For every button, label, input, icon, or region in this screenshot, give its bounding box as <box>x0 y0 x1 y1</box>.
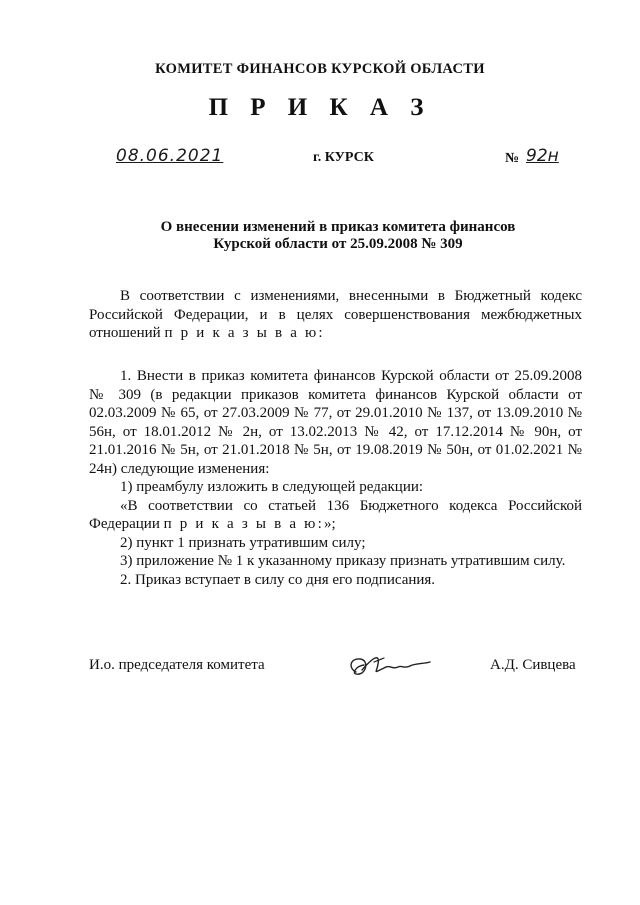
signatory-name: А.Д. Сивцева <box>490 657 576 673</box>
intro-text: В соответствии с изменениями, внесенными в Бюджетный кодекс Российской Федерации, и в целях совершенствования межбюджетных отношений <box>89 288 582 341</box>
document-type: П Р И К А З <box>208 94 432 121</box>
item-1-1: 1) преамбулу изложить в следующей редакции: <box>120 479 424 495</box>
order-subject <box>0 219 640 253</box>
item-2: 2. Приказ вступает в силу со дня его подписания. <box>120 571 436 588</box>
subject-line-2: Курской области от 25.09.2008 № 309 <box>213 236 463 252</box>
item-1-3: 3) приложение № 1 к указанному приказу признать утратившим силу. <box>120 553 566 569</box>
quote-start: «В соответствии со статьей 136 Бюджетного кодекса Российской Федерации <box>89 497 582 532</box>
quote-end: »; <box>323 516 336 532</box>
subject-line-1: О внесении изменений в приказ комитета финансов <box>160 219 516 235</box>
item-1-2: 2) пункт 1 признать утратившим силу; <box>120 534 366 551</box>
quote-order-word: п р и к а з ы в а ю: <box>163 516 324 532</box>
committee-name: КОМИТЕТ ФИНАНСОВ КУРСКОЙ ОБЛАСТИ <box>155 61 485 77</box>
intro-paragraph <box>89 287 582 343</box>
main-section <box>89 367 582 589</box>
quoted-preamble <box>89 497 582 534</box>
order-date: 08.06.2021 <box>116 146 224 166</box>
item-1: 1. Внести в приказ комитета финансов Курской области от 25.09.2008 № 309 (в редакции приказов комитета финансов Курской области от 02.03.2009 № 65, от 27.03.2009 № 77, от 29.01.2010 № 137, от 13.09.2010 № 56н, от 18.01.2012 № 2н, от 13.02.2013 № 42, от 17.12.2014 № 90н, от 21.01.2016 № 5н, от 21.01.2018 № 5н, от 19.08.2019 № 50н, от 01.02.2021 № 24н) следующие изменения: <box>89 368 582 477</box>
order-number: 92н <box>526 146 559 166</box>
signatory-title: И.о. председателя комитета <box>89 657 265 673</box>
handwritten-signature-icon <box>344 650 434 684</box>
order-word: п р и к а з ы в а ю: <box>164 325 325 341</box>
intro-section <box>89 287 582 343</box>
number-label: № <box>505 151 520 166</box>
city: г. КУРСК <box>313 150 374 165</box>
